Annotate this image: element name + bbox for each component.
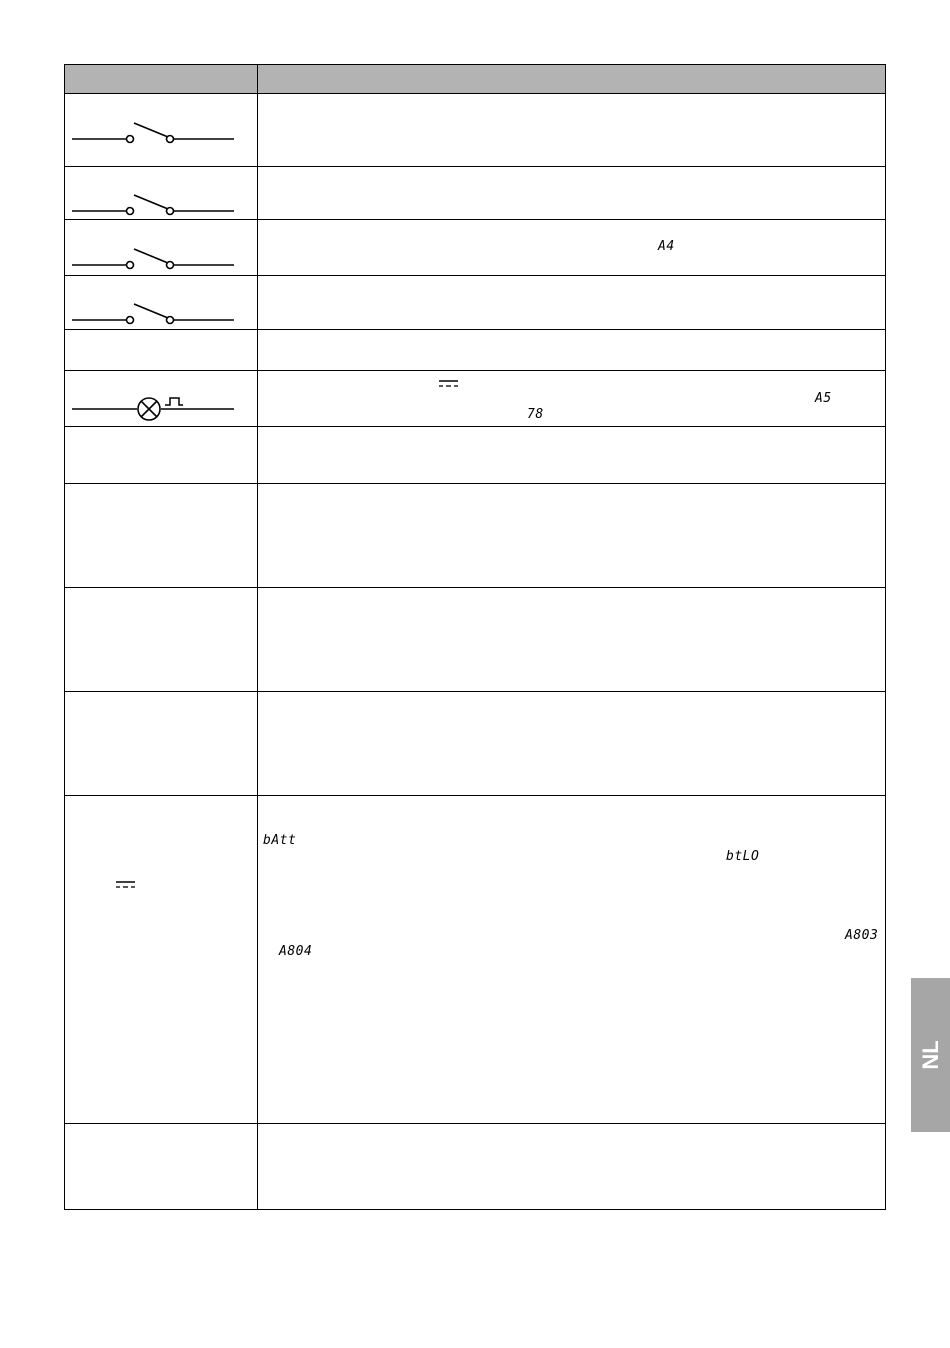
display-code-78: 78 [527, 407, 544, 422]
symbol-cell [65, 588, 258, 691]
table-row [65, 219, 885, 275]
table-row [65, 795, 885, 1123]
symbol-cell [65, 427, 258, 483]
symbol-cell [65, 484, 258, 587]
table-header [65, 65, 885, 93]
description-cell [258, 371, 885, 426]
table-row [65, 329, 885, 370]
display-code-a804: A804 [279, 944, 313, 959]
switch-contact-icon [65, 220, 258, 276]
symbol-cell [65, 220, 258, 275]
table-row [65, 691, 885, 795]
display-code-a5: A5 [815, 391, 832, 406]
terminal-table [64, 64, 886, 1210]
table-row [65, 426, 885, 483]
table-row [65, 93, 885, 166]
symbol-cell [65, 796, 258, 1123]
symbol-cell [65, 167, 258, 219]
language-tab [911, 978, 950, 1132]
description-cell [258, 588, 885, 691]
table-row [65, 370, 885, 426]
dc-current-icon [115, 880, 137, 890]
description-cell [258, 276, 885, 329]
language-tab-label: NL [917, 1040, 943, 1070]
table-row [65, 483, 885, 587]
description-cell [258, 330, 885, 370]
symbol-cell [65, 371, 258, 426]
description-cell [258, 94, 885, 166]
header-cell-left [65, 65, 258, 93]
description-cell [258, 427, 885, 483]
table-row [65, 587, 885, 691]
symbol-cell [65, 94, 258, 166]
table-row [65, 166, 885, 219]
switch-contact-icon [65, 167, 258, 220]
header-cell-right [258, 65, 885, 93]
description-cell [258, 796, 885, 1123]
display-code-a803: A803 [845, 928, 879, 943]
display-code-batt: bAtt [263, 833, 297, 848]
display-code-a4: A4 [658, 239, 675, 254]
dc-current-icon [438, 379, 460, 389]
description-cell [258, 1124, 885, 1209]
symbol-cell [65, 330, 258, 370]
switch-contact-icon [65, 276, 258, 330]
description-cell [258, 220, 885, 275]
table-row [65, 275, 885, 329]
flashing-lamp-icon [65, 371, 258, 427]
description-cell [258, 167, 885, 219]
symbol-cell [65, 692, 258, 795]
display-code-btlo: btLO [726, 849, 760, 864]
symbol-cell [65, 276, 258, 329]
description-cell [258, 692, 885, 795]
table-row [65, 1123, 885, 1209]
symbol-cell [65, 1124, 258, 1209]
switch-contact-icon [65, 94, 258, 167]
description-cell [258, 484, 885, 587]
